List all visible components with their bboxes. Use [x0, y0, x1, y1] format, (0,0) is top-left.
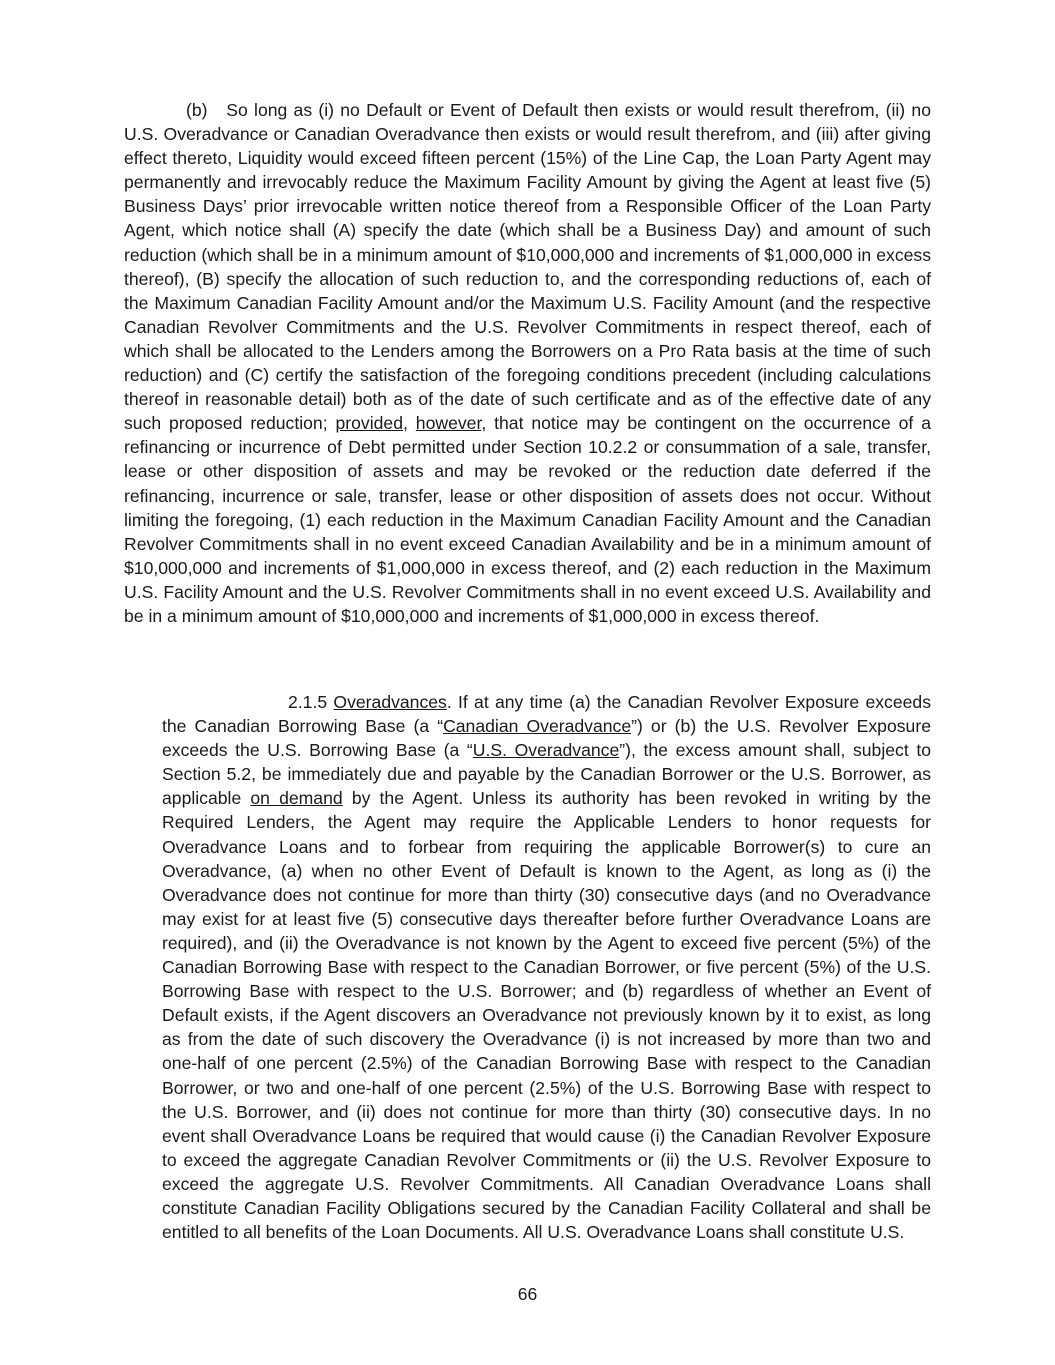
section-2-1-5: [162, 690, 931, 1244]
paragraph-b-text-1: So long as (i) no Default or Event of Default then exists or would result therefrom, (ii) no U.S. Overadvance or Canadian Overadvance then exists or would result therefrom, and (iii) after giving effect thereto, Liquidity would exceed fifteen percent (15%) of the Line Cap, the Loan Party Agent may permanently and irrevocably reduce the Maximum Facility Amount by giving the Agent at least five (5) Business Days’ prior irrevocable written notice thereof from a Responsible Officer of the Loan Party Agent, which notice shall (A) specify the date (which shall be a Business Day) and amount of such reduction (which shall be in a minimum amount of $10,000,000 and increments of $1,000,000 in excess thereof), (B) specify the allocation of such reduction to, and the corresponding reductions of, each of the Maximum Canadian Facility Amount and/or the Maximum U.S. Facility Amount (and the respective Canadian Revolver Commitments and the U.S. Revolver Commitments in respect thereof, each of which shall be allocated to the Lenders among the Borrowers on a Pro Rata basis at the time of such reduction) and (C) certify the satisfaction of the foregoing conditions precedent (including calculations thereof in reasonable detail) both as of the date of such certificate and as of the effective date of any such proposed reduction;: [124, 100, 931, 434]
section-text-1: . If at any time (a) the Canadian Revolver Exposure exceeds the Canadian Borrowing Base (a “: [162, 692, 931, 737]
paragraph-b-label: (b): [186, 100, 208, 120]
provided-term: provided: [335, 413, 403, 434]
canadian-overadvance-term: Canadian Overadvance: [443, 716, 632, 737]
section-number: 2.1.5: [288, 692, 328, 712]
section-text-4: by the Agent. Unless its authority has been revoked in writing by the Required Lenders, the Agent may require the Applicable Lenders to honor requests for Overadvance Loans and to forbear from requiring the applicable Borrower(s) to cure an Overadvance, (a) when no other Event of Default is known to the Agent, as long as (i) the Overadvance does not continue for more than thirty (30) consecutive days (and no Overadvance may exist for at least five (5) consecutive days thereafter before further Overadvance Loans are required), and (ii) the Overadvance is not known by the Agent to exceed five percent (5%) of the Canadian Borrowing Base with respect to the Canadian Borrower, or five percent (5%) of the U.S. Borrowing Base with respect to the U.S. Borrower; and (b) regardless of whether an Event of Default exists, if the Agent discovers an Overadvance not previously known by it to exist, as long as from the date of such discovery the Overadvance (i) is not increased by more than two and one-half of one percent (2.5%) of the Canadian Borrowing Base with respect to the Canadian Borrower, or two and one-half of one percent (2.5%) of the U.S. Borrowing Base with respect to the U.S. Borrower, and (ii) does not continue for more than thirty (30) consecutive days. In no event shall Overadvance Loans be required that would cause (i) the Canadian Revolver Exposure to exceed the aggregate Canadian Revolver Commitments or (ii) the U.S. Revolver Exposure to exceed the aggregate U.S. Revolver Commitments. All Canadian Overadvance Loans shall constitute Canadian Facility Obligations secured by the Canadian Facility Collateral and shall be entitled to all benefits of the Loan Documents. All U.S. Overadvance Loans shall constitute U.S.: [162, 788, 931, 1243]
however-term: however: [415, 413, 482, 434]
section-heading: Overadvances: [333, 692, 447, 712]
section-text-3: ”), the excess amount shall, subject to Section 5.2, be immediately due and payable by the Canadian Borrower or the U.S. Borrower, as applicable: [162, 740, 932, 809]
section-text-2: ”) or (b) the U.S. Revolver Exposure exceeds the U.S. Borrowing Base (a “: [162, 716, 931, 761]
us-overadvance-term: U.S. Overadvance: [472, 740, 620, 761]
on-demand-term: on demand: [250, 788, 343, 809]
page-number: 66: [517, 1284, 538, 1304]
paragraph-b: (b) So long as (i) no Default or Event of Default then exists or would result therefrom, (ii) no U.S. Overadvance or Canadian Overadvance then exists or would result therefrom, and (iii) after giving effect thereto, Liquidity would exceed fifteen percent (15%) of the Line Cap, the Loan Party Agent may permanently and irrevocably reduce the Maximum Facility Amount by giving the Agent at least five (5) Business Days’ prior irrevocable written notice thereof from a Responsible Officer of the Loan Party Agent, which notice shall (A) specify the date (which shall be a Business Day) and amount of such reduction (which shall be in a minimum amount of $10,000,000 and increments of $1,000,000 in excess thereof), (B) specify the allocation of such reduction to, and the corresponding reductions of, each of the Maximum Canadian Facility Amount and/or the Maximum U.S. Facility Amount (and the respective Canadian Revolver Commitments and the U.S. Revolver Commitments in respect thereof, each of which shall be allocated to the Lenders among the Borrowers on a Pro Rata basis at the time of such reduction) and (C) certify the satisfaction of the foregoing conditions precedent (including calculations thereof in reasonable detail) both as of the date of such certificate and as of the effective date of any such proposed reduction; provided, however, that notice may be contingent on the occurrence of a refinancing or incurrence of Debt permitted under Section 10.2.2 or consummation of a sale, transfer, lease or other disposition of assets and may be revoked or the reduction date deferred if the refinancing, incurrence or sale, transfer, lease or other disposition of assets does not occur. Without limiting the foregoing, (1) each reduction in the Maximum Canadian Facility Amount and the Canadian Revolver Commitments shall in no event exceed Canadian Availability and be in a minimum amount of $10,000,000 and increments of $1,000,000 in excess thereof, and (2) each reduction in the Maximum U.S. Facility Amount and the U.S. Revolver Commitments shall in no event exceed U.S. Availability and be in a minimum amount of $10,000,000 and increments of $1,000,000 in excess thereof.: [124, 100, 931, 626]
paragraph-b-text-2: , that notice may be contingent on the occurrence of a refinancing or incurrence of Debt permitted under Section 10.2.2 or consummation of a sale, transfer, lease or other disposition of assets and may be revoked or the reduction date deferred if the refinancing, incurrence or sale, transfer, lease or other disposition of assets does not occur. Without limiting the foregoing, (1) each reduction in the Maximum Canadian Facility Amount and the Canadian Revolver Commitments shall in no event exceed Canadian Availability and be in a minimum amount of $10,000,000 and increments of $1,000,000 in excess thereof, and (2) each reduction in the Maximum U.S. Facility Amount and the U.S. Revolver Commitments shall in no event exceed U.S. Availability and be in a minimum amount of $10,000,000 and increments of $1,000,000 in excess thereof.: [124, 413, 931, 626]
